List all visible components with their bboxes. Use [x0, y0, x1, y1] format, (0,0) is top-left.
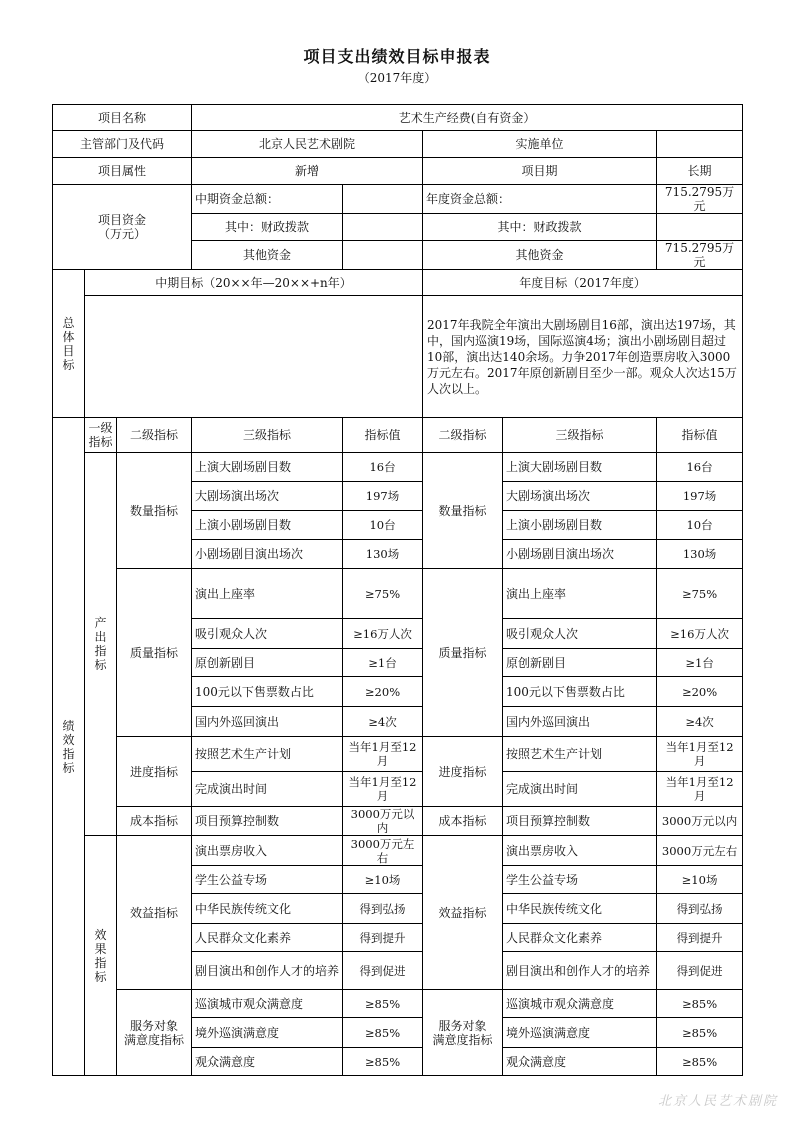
mid-total-value [343, 185, 423, 214]
project-name-label: 项目名称 [53, 105, 192, 131]
indicator-name-year: 巡演城市观众满意度 [503, 990, 657, 1018]
indicator-name-year: 上演大剧场剧目数 [503, 453, 657, 482]
project-name-value: 艺术生产经费(自有资金） [192, 105, 743, 131]
indicator-name-year: 学生公益专场 [503, 866, 657, 894]
indicator-name-year: 中华民族传统文化 [503, 894, 657, 924]
indicator-name: 剧目演出和创作人才的培养 [192, 952, 343, 990]
form-title: 项目支出绩效目标申报表 [303, 47, 491, 66]
indicator-value-year: ≥85% [657, 1048, 743, 1076]
indicator-name-year: 原创新剧目 [503, 649, 657, 677]
indicator-value: ≥4次 [343, 707, 423, 737]
indicator-name: 学生公益专场 [192, 866, 343, 894]
indicator-name: 观众满意度 [192, 1048, 343, 1076]
indicator-name-year: 吸引观众人次 [503, 619, 657, 649]
year-fiscal-label: 其中：财政拨款 [423, 214, 657, 241]
performance-indicator-label: 绩 效 指 标 [53, 418, 85, 1076]
indicator-value: 16台 [343, 453, 423, 482]
cost-group-label: 成本指标 [117, 807, 192, 836]
indicator-value: ≥10场 [343, 866, 423, 894]
benefit-group-label-year: 效益指标 [423, 836, 503, 990]
indicator-name-year: 观众满意度 [503, 1048, 657, 1076]
indicator-value-year: ≥4次 [657, 707, 743, 737]
benefit-group-label: 效益指标 [117, 836, 192, 990]
quality-group-label: 质量指标 [117, 569, 192, 737]
year-other-value: 715.2795万元 [657, 241, 743, 270]
indicator-value-year: 130场 [657, 540, 743, 569]
indicator-name-year: 100元以下售票数占比 [503, 677, 657, 707]
indicator-name-year: 项目预算控制数 [503, 807, 657, 836]
indicator-value-year: 得到提升 [657, 924, 743, 952]
watermark-stamp: 北京人民艺术剧院 [657, 1094, 778, 1109]
indicator-value: ≥85% [343, 990, 423, 1018]
indicator-name: 演出上座率 [192, 569, 343, 619]
indicator-value: 得到促进 [343, 952, 423, 990]
indicator-name: 上演小剧场剧目数 [192, 511, 343, 540]
indicator-value: 当年1月至12月 [343, 772, 423, 807]
year-other-label: 其他资金 [423, 241, 657, 270]
col-level1-header: 一级 指标 [85, 418, 117, 453]
indicator-name: 巡演城市观众满意度 [192, 990, 343, 1018]
indicator-value-year: ≥10场 [657, 866, 743, 894]
indicator-row [53, 990, 743, 1018]
unit-label: 实施单位 [423, 131, 657, 158]
indicator-value: 得到提升 [343, 924, 423, 952]
indicator-name-year: 人民群众文化素养 [503, 924, 657, 952]
col-level3-header-year: 三级指标 [503, 418, 657, 453]
overall-goal-label: 总 体 目 标 [53, 270, 85, 418]
indicator-value-year: 16台 [657, 453, 743, 482]
indicator-value: ≥20% [343, 677, 423, 707]
performance-goal-table [52, 104, 743, 1076]
year-total-value: 715.2795万元 [657, 185, 743, 214]
indicator-value: 197场 [343, 482, 423, 511]
indicator-value-year: 3000万元左右 [657, 836, 743, 866]
year-fiscal-value [657, 214, 743, 241]
indicator-name-year: 上演小剧场剧目数 [503, 511, 657, 540]
indicator-value-year: 10台 [657, 511, 743, 540]
mid-fiscal-label: 其中：财政拨款 [192, 214, 343, 241]
indicator-value: 当年1月至12月 [343, 737, 423, 772]
col-value-header-year: 指标值 [657, 418, 743, 453]
effect-indicator-label: 效 果 指 标 [85, 836, 117, 1076]
indicator-value: 3000万元以内 [343, 807, 423, 836]
indicator-value-year: ≥1台 [657, 649, 743, 677]
quantity-group-label-year: 数量指标 [423, 453, 503, 569]
indicator-value: ≥1台 [343, 649, 423, 677]
dept-value: 北京人民艺术剧院 [192, 131, 423, 158]
fund-label: 项目资金 （万元） [53, 185, 192, 270]
indicator-name-year: 剧目演出和创作人才的培养 [503, 952, 657, 990]
satisfaction-group-label-year: 服务对象 满意度指标 [423, 990, 503, 1076]
indicator-name: 境外巡演满意度 [192, 1018, 343, 1048]
indicator-value: ≥85% [343, 1048, 423, 1076]
satisfaction-group-label: 服务对象 满意度指标 [117, 990, 192, 1076]
mid-other-label: 其他资金 [192, 241, 343, 270]
indicator-value-year: ≥85% [657, 990, 743, 1018]
indicator-value-year: 得到促进 [657, 952, 743, 990]
indicator-row [53, 453, 743, 482]
indicator-name-year: 国内外巡回演出 [503, 707, 657, 737]
indicator-name: 大剧场演出场次 [192, 482, 343, 511]
indicator-value: ≥16万人次 [343, 619, 423, 649]
indicator-value-year: ≥85% [657, 1018, 743, 1048]
indicator-name: 小剧场剧目演出场次 [192, 540, 343, 569]
indicator-name: 中华民族传统文化 [192, 894, 343, 924]
quality-group-label-year: 质量指标 [423, 569, 503, 737]
indicator-name: 完成演出时间 [192, 772, 343, 807]
mid-goal-header: 中期目标（20××年—20××+n年） [85, 270, 423, 296]
indicator-name-year: 演出上座率 [503, 569, 657, 619]
indicator-value: ≥85% [343, 1018, 423, 1048]
indicator-value-year: ≥20% [657, 677, 743, 707]
indicator-name-year: 境外巡演满意度 [503, 1018, 657, 1048]
indicator-name: 100元以下售票数占比 [192, 677, 343, 707]
col-level2-header: 二级指标 [117, 418, 192, 453]
indicator-name: 上演大剧场剧目数 [192, 453, 343, 482]
indicator-name: 吸引观众人次 [192, 619, 343, 649]
indicator-value-year: ≥16万人次 [657, 619, 743, 649]
indicator-row [53, 737, 743, 772]
attr-label: 项目属性 [53, 158, 192, 185]
indicator-value: 3000万元左右 [343, 836, 423, 866]
mid-goal-text [85, 296, 423, 418]
mid-fiscal-value [343, 214, 423, 241]
progress-group-label-year: 进度指标 [423, 737, 503, 807]
indicator-row [53, 569, 743, 619]
indicator-value-year: 得到弘扬 [657, 894, 743, 924]
mid-other-value [343, 241, 423, 270]
indicator-name: 按照艺术生产计划 [192, 737, 343, 772]
indicator-value-year: 当年1月至12月 [657, 737, 743, 772]
indicator-value: 得到弘扬 [343, 894, 423, 924]
mid-total-label: 中期资金总额： [192, 185, 343, 214]
period-value: 长期 [657, 158, 743, 185]
quantity-group-label: 数量指标 [117, 453, 192, 569]
period-label: 项目期 [423, 158, 657, 185]
indicator-name-year: 演出票房收入 [503, 836, 657, 866]
form-subtitle: （2017年度） [357, 71, 437, 85]
cost-group-label-year: 成本指标 [423, 807, 503, 836]
indicator-name-year: 大剧场演出场次 [503, 482, 657, 511]
attr-value: 新增 [192, 158, 423, 185]
progress-group-label: 进度指标 [117, 737, 192, 807]
indicator-value-year: 当年1月至12月 [657, 772, 743, 807]
year-total-label: 年度资金总额： [423, 185, 657, 214]
year-goal-header: 年度目标（2017年度） [423, 270, 743, 296]
indicator-row [53, 807, 743, 836]
unit-value [657, 131, 743, 158]
indicator-value-year: 3000万元以内 [657, 807, 743, 836]
indicator-name: 人民群众文化素养 [192, 924, 343, 952]
indicator-value: 10台 [343, 511, 423, 540]
year-goal-text: 2017年我院全年演出大剧场剧目16部，演出达197场，其中，国内巡演19场，国际巡演4场；演出小剧场剧目超过10部，演出达140余场。力争2017年创造票房收入3000万元左右。2017年原创新剧目至少一部。观众人次达15万人次以上。 [423, 296, 743, 418]
indicator-name: 项目预算控制数 [192, 807, 343, 836]
dept-label: 主管部门及代码 [53, 131, 192, 158]
indicator-row [53, 836, 743, 866]
indicator-value-year: 197场 [657, 482, 743, 511]
col-level2-header-year: 二级指标 [423, 418, 503, 453]
indicator-name-year: 按照艺术生产计划 [503, 737, 657, 772]
col-level3-header: 三级指标 [192, 418, 343, 453]
indicator-name: 国内外巡回演出 [192, 707, 343, 737]
indicator-value-year: ≥75% [657, 569, 743, 619]
indicator-value: ≥75% [343, 569, 423, 619]
indicator-name: 原创新剧目 [192, 649, 343, 677]
indicator-value: 130场 [343, 540, 423, 569]
indicator-name-year: 小剧场剧目演出场次 [503, 540, 657, 569]
output-indicator-label: 产 出 指 标 [85, 453, 117, 836]
indicator-name-year: 完成演出时间 [503, 772, 657, 807]
col-value-header: 指标值 [343, 418, 423, 453]
indicator-name: 演出票房收入 [192, 836, 343, 866]
